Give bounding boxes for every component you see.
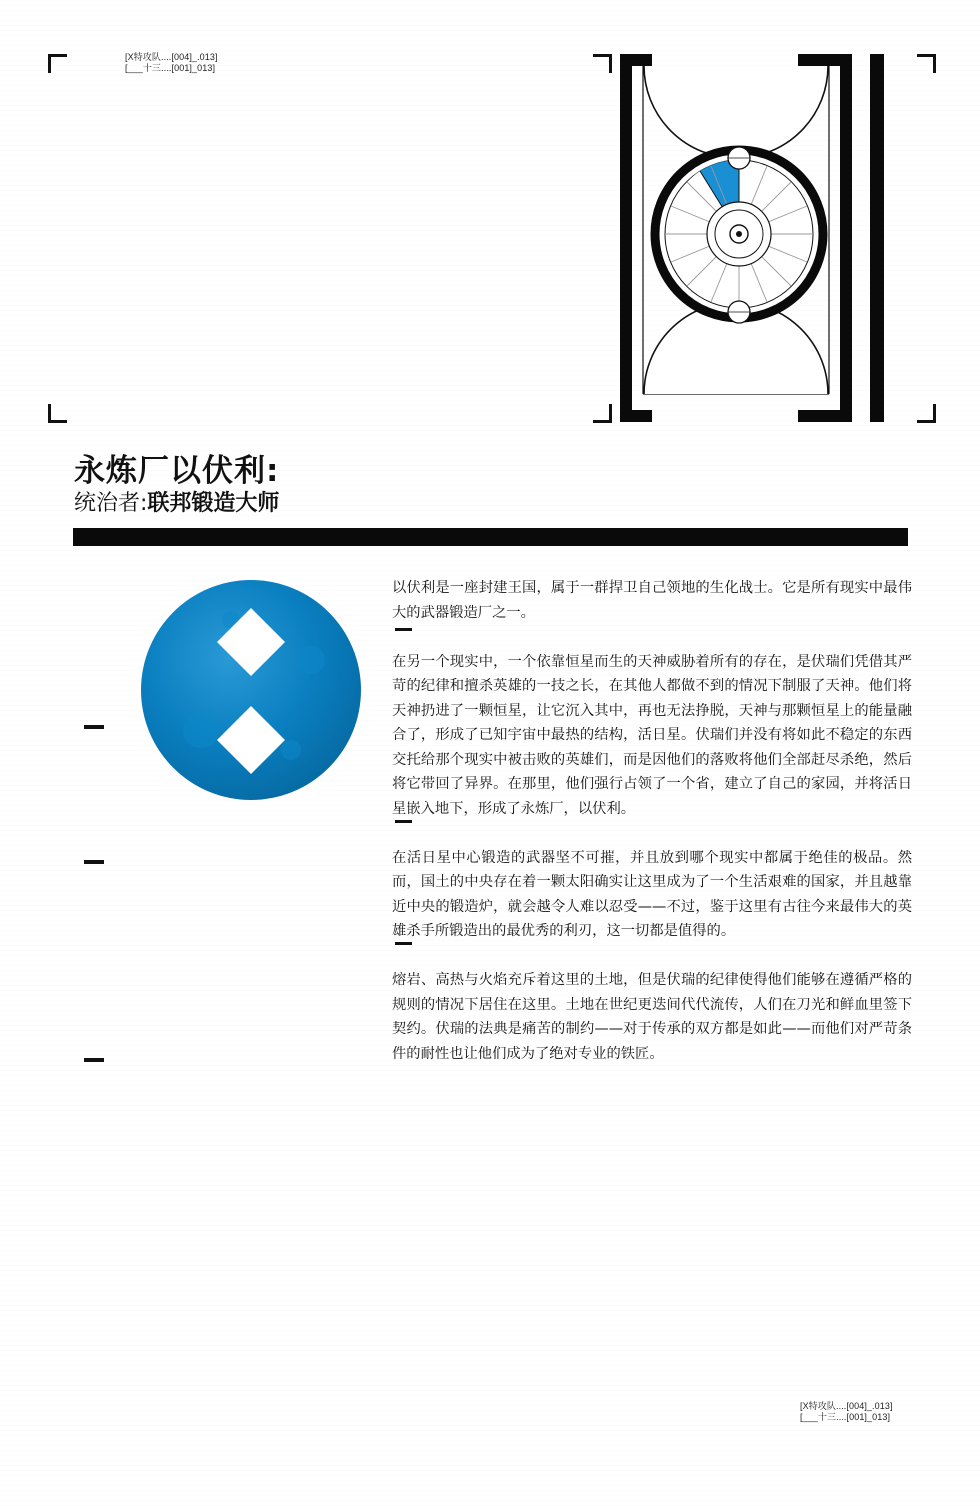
article-body: [392, 576, 912, 1091]
realm-diamond-logo-icon: [141, 580, 361, 800]
paragraph-mark: [395, 628, 412, 631]
footer-code: [800, 1401, 893, 1423]
page-subtitle: [74, 490, 279, 518]
paragraph: 在另一个现实中，一个依靠恒星而生的天神威胁着所有的存在，是伏瑞们凭借其严苛的纪律和擅杀英雄的一技之长，在其他人都做不到的情况下制服了天神。他们将天神扔进了一颗恒星，让它沉入其中，再也无法挣脱，天神与那颗恒星上的能量融合了，形成了已知宇宙中最热的结构，活日星。伏瑞们并没有将如此不稳定的东西交托给那个现实中被击败的英雄们，而是因他们的落败将他们全部赶尽杀绝，然后将它带回了异界。在那里，他们强行占领了一个省，建立了自己的家园，并将活日星嵌入地下，形成了永炼厂，以伏利。: [392, 653, 912, 817]
header-code-line: [X特攻队....[004]_.013]: [125, 52, 218, 62]
paragraph: 在活日星中心锻造的武器坚不可摧，并且放到哪个现实中都属于绝佳的极品。然而，国土的中央存在着一颗太阳确实让这里成为了一个生活艰难的国家，并且越靠近中央的锻造炉，就会越令人难以忍受——不过，鉴于这里有古往今来最伟大的英雄杀手所锻造出的最优秀的利刃，这一切都是值得的。: [392, 849, 912, 939]
ruler-name: 联邦锻造大师: [147, 491, 280, 516]
paragraph-mark: [395, 942, 412, 945]
paragraph: 熔岩、高热与火焰充斥着这里的土地，但是伏瑞的纪律使得他们能够在遵循严格的规则的情况下居住在这里。土地在世纪更迭间代代流传，人们在刀光和鲜血里签下契约。伏瑞的法典是痛苦的制约——对于传承的双方都是如此——而他们对严苛条件的耐性也让他们成为了绝对专业的铁匠。: [392, 972, 912, 1062]
margin-mark: [84, 1058, 104, 1062]
paragraph-mark: [395, 820, 412, 823]
footer-code-line: [X特攻队....[004]_.013]: [800, 1401, 893, 1411]
crop-mark-top-left: [48, 54, 67, 73]
header-code: [125, 52, 218, 74]
page-title: 永炼厂以伏利:: [74, 453, 280, 489]
ruler-label: 统治者:: [74, 491, 148, 516]
star-forge-emblem-icon: [588, 48, 938, 428]
emblem-left-bracket: [620, 54, 652, 422]
footer-code-line: [___十三....[001]_013]: [800, 1412, 891, 1422]
header-code-line: [___十三....[001]_013]: [125, 63, 216, 73]
crop-mark-bottom-left: [48, 404, 67, 423]
title-divider: [73, 528, 908, 546]
margin-mark: [84, 725, 104, 729]
paragraph: 以伏利是一座封建王国，属于一群捍卫自己领地的生化战士。它是所有现实中最伟大的武器锻造厂之一。: [392, 580, 912, 621]
margin-mark: [84, 860, 104, 864]
